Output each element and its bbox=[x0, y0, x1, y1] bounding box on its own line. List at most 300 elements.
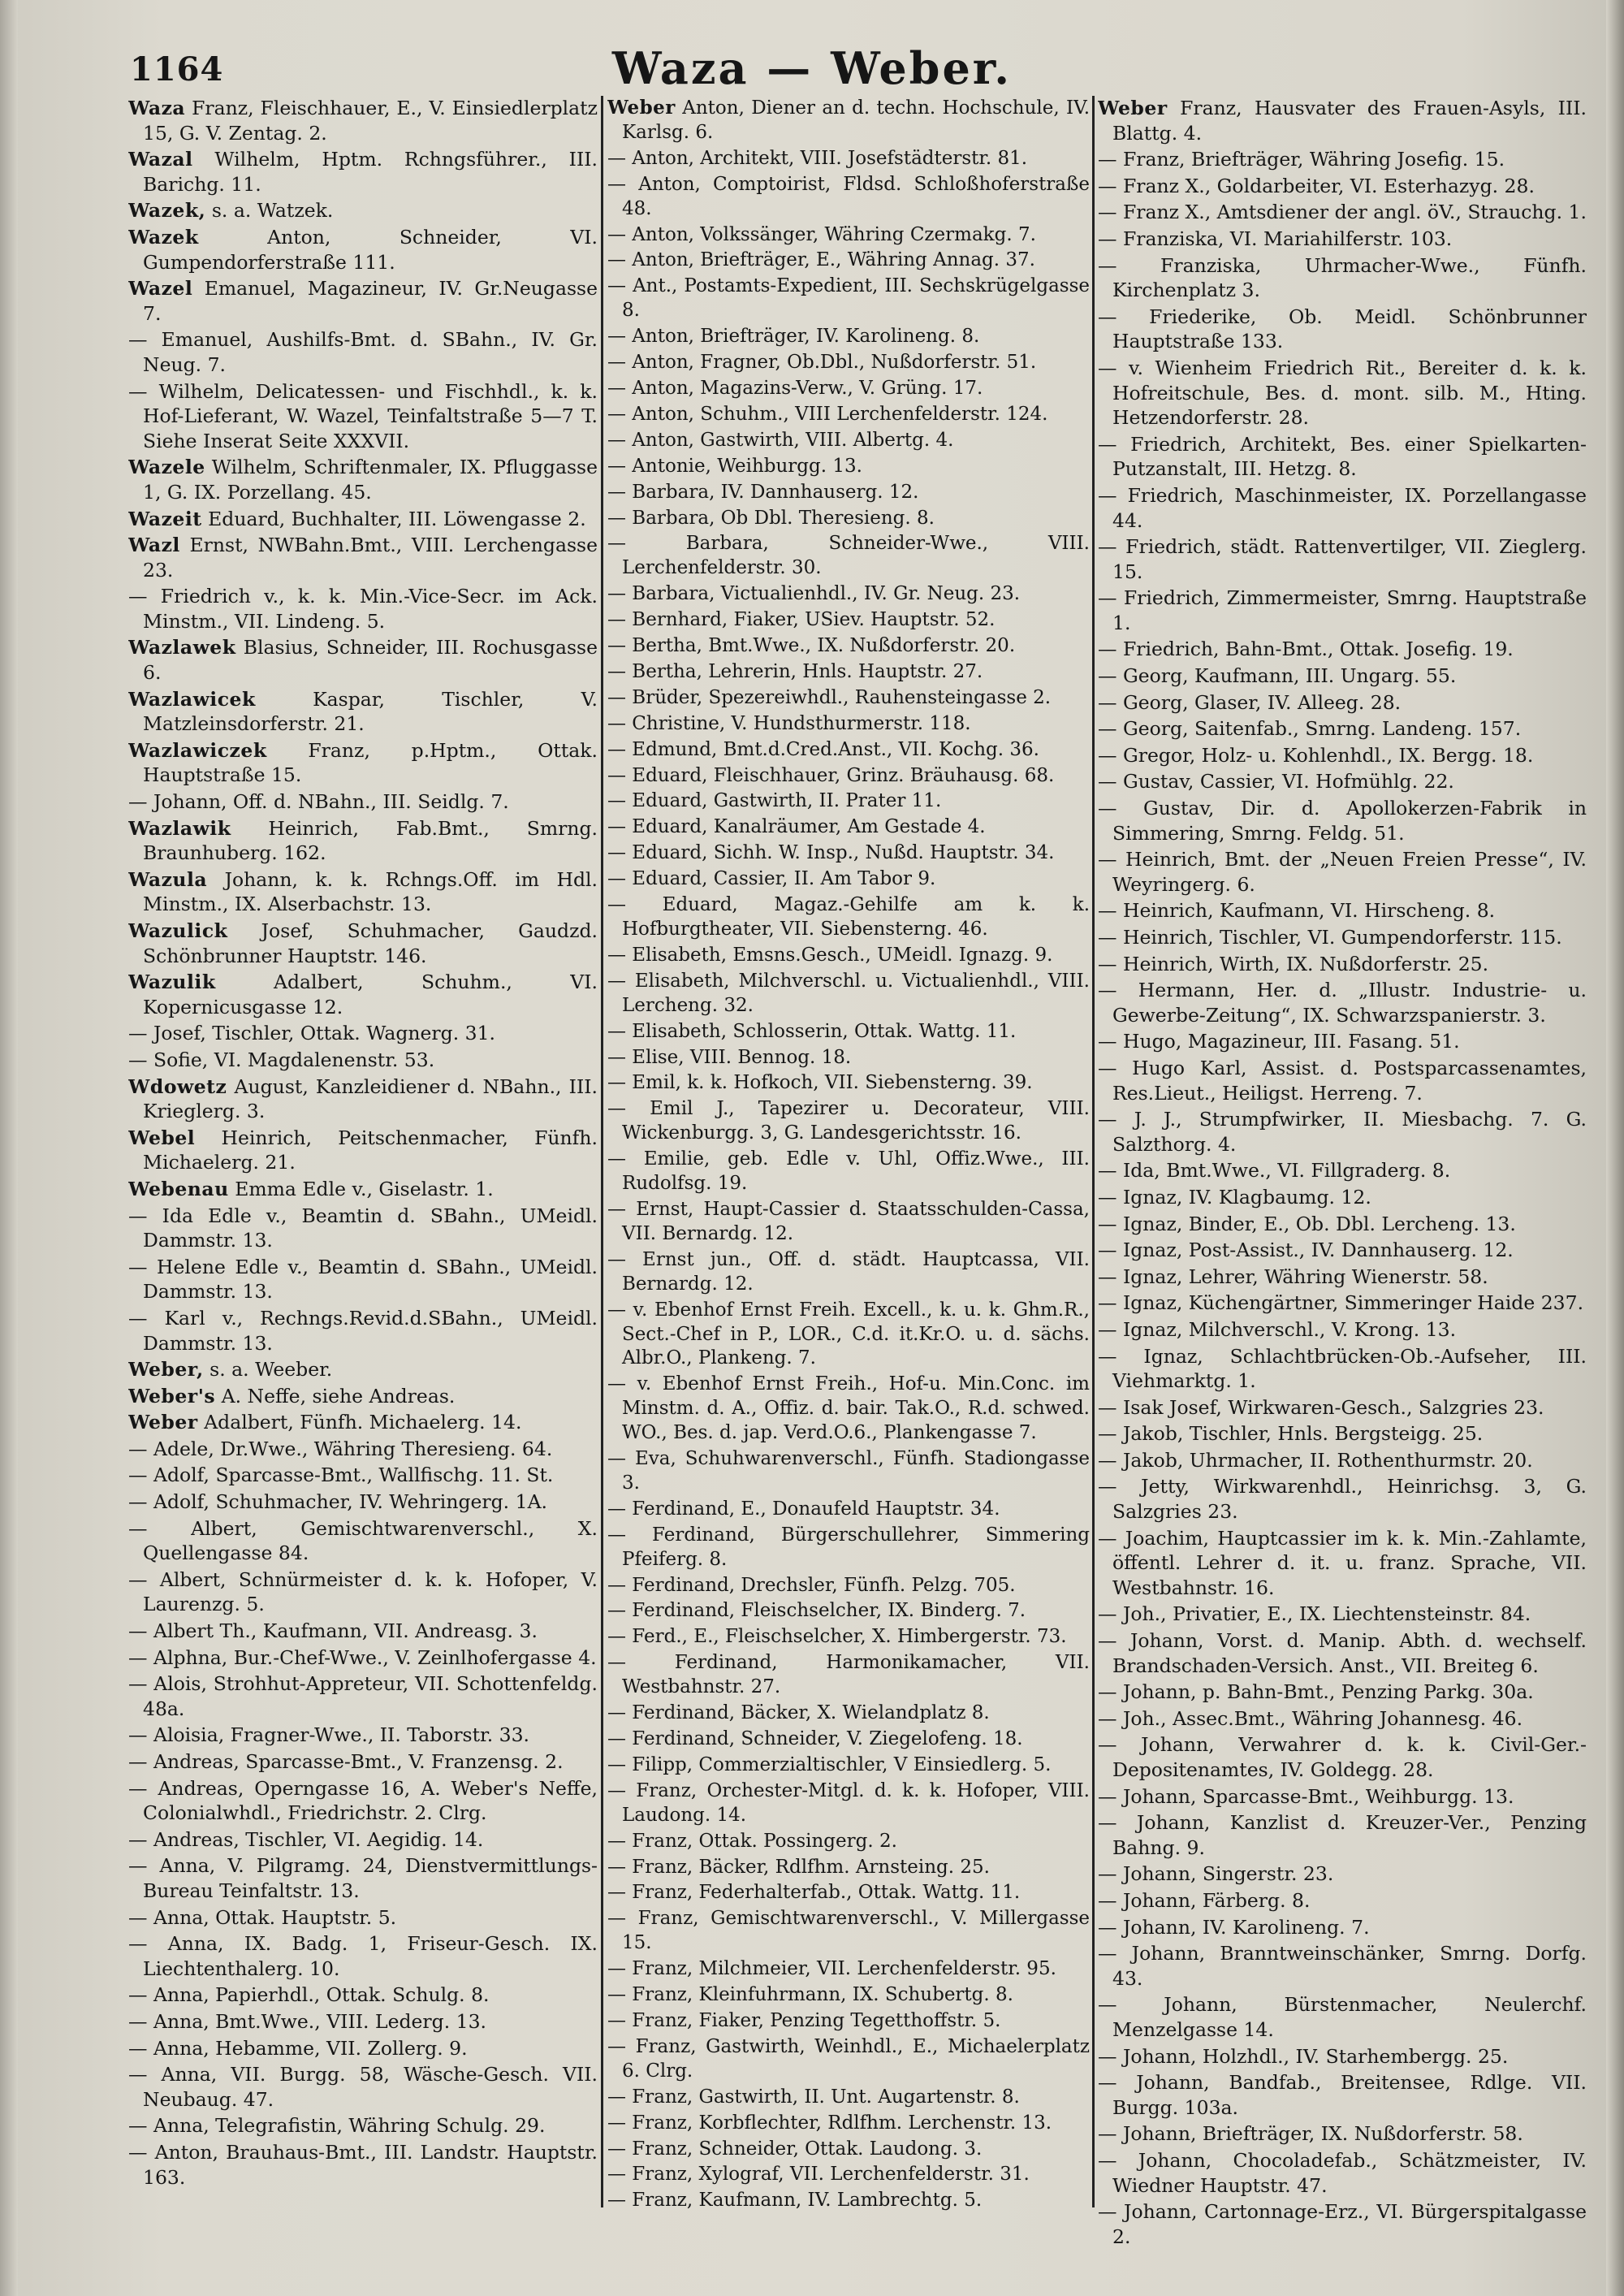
entry-text: — Elisabeth, Milchverschl. u. Victualienhdl., VIII. Lercheng. 32. bbox=[607, 970, 1090, 1016]
entry-text: — Franz, Kaufmann, IV. Lambrechtg. 5. bbox=[607, 2190, 983, 2212]
directory-entry bbox=[128, 2113, 598, 2138]
directory-entry bbox=[1098, 2044, 1587, 2069]
entry-text: — Andreas, Operngasse 16, A. Weber's Neffe, Colonialwhdl., Friedrichstr. 2. Clrg. bbox=[128, 1776, 598, 1825]
entry-text: — Franz, Bäcker, Rdlfhm. Arnsteing. 25. bbox=[607, 1856, 990, 1878]
directory-entry bbox=[1098, 1158, 1587, 1183]
directory-entry bbox=[1098, 664, 1587, 689]
entry-text: — Anton, Briefträger, IV. Karolineng. 8. bbox=[607, 326, 980, 348]
entry-text: — Jakob, Uhrmacher, II. Rothenthurmstr. 20. bbox=[1098, 1448, 1533, 1472]
entry-surname: Wazulik bbox=[128, 971, 216, 994]
entry-text: — Franz, Korbflechter, Rdlfhm. Lerchenstr. 13. bbox=[607, 2112, 1052, 2134]
entry-text: — Johann, Branntweinschänker, Smrng. Dorfg. 43. bbox=[1098, 1942, 1587, 1990]
directory-entry bbox=[607, 223, 1090, 248]
directory-entry bbox=[607, 351, 1090, 375]
directory-entry bbox=[128, 1255, 598, 1304]
directory-entry bbox=[607, 712, 1090, 737]
entry-text: — Johann, p. Bahn-Bmt., Penzing Parkg. 30a. bbox=[1098, 1680, 1534, 1704]
entry-text: — Adolf, Sparcasse-Bmt., Wallfischg. 11. St. bbox=[128, 1464, 554, 1487]
directory-entry bbox=[1098, 1395, 1587, 1420]
directory-entry bbox=[607, 815, 1090, 840]
entry-text: — Anton, Architekt, VIII. Josefstädterstr. 81. bbox=[607, 147, 1028, 169]
entry-text: — Gustav, Cassier, VI. Hofmühlg. 22. bbox=[1098, 770, 1454, 793]
entry-text: — v. Ebenhof Ernst Freih., Hof-u. Min.Conc. im Minstm. d. A., Offiz. d. bair. Tak.O., R.d. schwed. WO., Bes. d. jap. Verd.O.6., Plankengasse 7. bbox=[607, 1373, 1090, 1444]
entry-text: — Ferdinand, Bürgerschullehrer, Simmering Pfeiferg. 8. bbox=[607, 1524, 1090, 1570]
entry-text: — Franziska, Uhrmacher-Wwe., Fünfh. Kirchenplatz 3. bbox=[1098, 253, 1587, 302]
directory-entry bbox=[128, 1306, 598, 1356]
directory-entry bbox=[128, 96, 598, 145]
entry-text: — Ignaz, Küchengärtner, Simmeringer Haide 237. bbox=[1098, 1291, 1584, 1315]
entry-text: August, Kanzleidiener d. NBahn., III. Krieglerg. 3. bbox=[143, 1074, 598, 1123]
entry-text: — Johann, Sparcasse-Bmt., Weihburgg. 13. bbox=[1098, 1784, 1514, 1808]
entry-text: — Johann, Holzhdl., IV. Starhembergg. 25. bbox=[1098, 2044, 1509, 2068]
directory-entry bbox=[128, 1177, 598, 1202]
directory-entry bbox=[607, 1625, 1090, 1650]
entry-text: — Joachim, Hauptcassier im k. k. Min.-Zahlamte, öffentl. Lehrer d. it. u. franz. Sprache, VII. Westbahnstr. 16. bbox=[1098, 1526, 1587, 1599]
entry-text: — Johann, Vorst. d. Manip. Abth. d. wechself. Brandschaden-Versich. Anst., VII. Breiteg 6. bbox=[1098, 1629, 1587, 1677]
entry-text: — Anna, Telegrafistin, Währing Schulg. 29. bbox=[128, 2114, 546, 2138]
directory-entry bbox=[607, 789, 1090, 814]
directory-entry bbox=[607, 532, 1090, 581]
entry-text: — Anton, Fragner, Ob.Dbl., Nußdorferstr. 51. bbox=[607, 352, 1037, 374]
directory-entry bbox=[607, 841, 1090, 866]
directory-entry bbox=[1098, 1941, 1587, 1991]
directory-entry bbox=[128, 1671, 598, 1721]
entry-text: — Andreas, Sparcasse-Bmt., V. Franzensg. 2. bbox=[128, 1750, 564, 1773]
entry-text: — Antonie, Weihburgg. 13. bbox=[607, 455, 862, 477]
entry-surname: Wazele bbox=[128, 456, 205, 479]
entry-surname: Wazlawik bbox=[128, 816, 231, 840]
column-rule bbox=[1092, 96, 1095, 2207]
directory-entry bbox=[1098, 1784, 1587, 1810]
directory-entry bbox=[1098, 1421, 1587, 1446]
directory-entry bbox=[607, 764, 1090, 789]
entry-text: — Elise, VIII. Bennog. 18. bbox=[607, 1046, 852, 1068]
entry-text: — Barbara, Schneider-Wwe., VIII. Lerchenfelderstr. 30. bbox=[607, 533, 1090, 579]
entry-text: — Ernst jun., Off. d. städt. Hauptcassa, VII. Bernardg. 12. bbox=[607, 1248, 1090, 1295]
entry-text: — Adele, Dr.Wwe., Währing Theresieng. 64. bbox=[128, 1437, 553, 1460]
directory-entry bbox=[1098, 1680, 1587, 1705]
directory-entry bbox=[607, 1299, 1090, 1372]
entry-text: — Isak Josef, Wirkwaren-Gesch., Salzgries 23. bbox=[1098, 1395, 1544, 1419]
entry-surname: Wazula bbox=[128, 867, 208, 891]
entry-text: — Ignaz, IV. Klagbaumg. 12. bbox=[1098, 1185, 1371, 1209]
entry-text: — Eduard, Sichh. W. Insp., Nußd. Hauptstr. 34. bbox=[607, 842, 1055, 864]
directory-entry bbox=[128, 1126, 598, 1175]
entry-text: — Aloisia, Fragner-Wwe., II. Taborstr. 33. bbox=[128, 1723, 530, 1747]
entry-text: — Ferdinand, Harmonikamacher, VII. Westbahnstr. 27. bbox=[607, 1652, 1090, 1698]
entry-text: — Elisabeth, Schlosserin, Ottak. Wattg. 11. bbox=[607, 1020, 1017, 1042]
directory-entry bbox=[607, 455, 1090, 479]
directory-entry bbox=[128, 1776, 598, 1826]
entry-text: — Heinrich, Kaufmann, VI. Hirscheng. 8. bbox=[1098, 899, 1496, 923]
directory-entry bbox=[1098, 483, 1587, 533]
entry-text: — Christine, V. Hundsthurmerstr. 118. bbox=[607, 712, 971, 734]
entry-text: — Hermann, Her. d. „Illustr. Industrie- u. Gewerbe-Zeitung“, IX. Schwarzspanierstr. 3. bbox=[1098, 979, 1587, 1027]
directory-entry bbox=[607, 377, 1090, 401]
entry-text: — Ferd., E., Fleischselcher, X. Himbergerstr. 73. bbox=[607, 1626, 1067, 1648]
directory-entry bbox=[607, 1727, 1090, 1752]
directory-entry bbox=[128, 1827, 598, 1853]
directory-entry bbox=[607, 173, 1090, 222]
directory-entry bbox=[1098, 1265, 1587, 1290]
directory-entry bbox=[128, 1437, 598, 1462]
directory-entry bbox=[607, 1071, 1090, 1096]
entry-text: — Jetty, Wirkwarenhdl., Heinrichsg. 3, G. Salzgries 23. bbox=[1098, 1475, 1587, 1524]
entry-text: — Eva, Schuhwarenverschl., Fünfh. Stadiongasse 3. bbox=[607, 1448, 1090, 1494]
directory-entry bbox=[607, 1881, 1090, 1905]
directory-entry bbox=[128, 635, 598, 685]
directory-entry bbox=[128, 1463, 598, 1488]
entry-surname: Wazal bbox=[128, 148, 193, 171]
entry-text: — Franz, Briefträger, Währing Josefig. 15. bbox=[1098, 148, 1505, 171]
directory-entry bbox=[607, 686, 1090, 711]
entry-text: — Johann, Briefträger, IX. Nußdorferstr. 58. bbox=[1098, 2122, 1523, 2146]
entry-text: — Ignaz, Schlachtbrücken-Ob.-Aufseher, III. Viehmarktg. 1. bbox=[1098, 1344, 1587, 1393]
directory-entry bbox=[128, 1853, 598, 1903]
entry-text: — Friedrich, städt. Rattenvertilger, VII. Zieglerg. 15. bbox=[1098, 535, 1587, 583]
entry-text: — Georg, Glaser, IV. Alleeg. 28. bbox=[1098, 690, 1402, 714]
directory-entry bbox=[128, 327, 598, 377]
entry-text: — Joh., Assec.Bmt., Währing Johannesg. 46. bbox=[1098, 1706, 1523, 1730]
directory-entry bbox=[607, 429, 1090, 453]
entry-text: — Franz, Xylograf, VII. Lerchenfelderstr. 31. bbox=[607, 2164, 1030, 2186]
entry-text: — Albert, Gemischtwarenverschl., X. Quellengasse 84. bbox=[128, 1516, 598, 1565]
directory-entry bbox=[1098, 1317, 1587, 1343]
entry-text: Wilhelm, Hptm. Rchngsführer., III. Barichg. 11. bbox=[143, 148, 598, 196]
entry-text: Eduard, Buchhalter, III. Löwengasse 2. bbox=[208, 507, 586, 530]
entry-text: — Emil, k. k. Hofkoch, VII. Siebensterng. 39. bbox=[607, 1072, 1033, 1094]
entry-text: — Georg, Saitenfab., Smrng. Landeng. 157. bbox=[1098, 717, 1522, 741]
entry-text: — Eduard, Kanalräumer, Am Gestade 4. bbox=[607, 816, 986, 838]
entry-text: — Anton, Comptoirist, Fldsd. Schloßhoferstraße 48. bbox=[607, 173, 1090, 219]
directory-entry bbox=[607, 1753, 1090, 1778]
directory-entry bbox=[128, 1905, 598, 1931]
directory-entry bbox=[1098, 1602, 1587, 1627]
entry-text: Emma Edle v., Giselastr. 1. bbox=[235, 1177, 494, 1200]
entry-text: — Johann, Kanzlist d. Kreuzer-Ver., Penzing Bahng. 9. bbox=[1098, 1811, 1587, 1859]
directory-entry bbox=[128, 1048, 598, 1073]
directory-entry bbox=[128, 1490, 598, 1515]
entry-text: — Ignaz, Post-Assist., IV. Dannhauserg. 12. bbox=[1098, 1239, 1514, 1262]
directory-entry bbox=[128, 2140, 598, 2190]
entry-text: — J. J., Strumpfwirker, II. Miesbachg. 7. G. Salzthorg. 4. bbox=[1098, 1108, 1587, 1156]
entry-text: — Franz, Milchmeier, VII. Lerchenfelderstr. 95. bbox=[607, 1958, 1056, 1980]
entry-text: — Barbara, IV. Dannhauserg. 12. bbox=[607, 481, 919, 503]
entry-text: s. a. Watzek. bbox=[211, 199, 334, 223]
directory-entry bbox=[607, 634, 1090, 659]
entry-text: — Anna, Papierhdl., Ottak. Schulg. 8. bbox=[128, 1983, 490, 2007]
entry-text: — Franz, Gastwirth, Weinhdl., E., Michaelerplatz 6. Clrg. bbox=[607, 2035, 1090, 2082]
entry-text: — Anna, Bmt.Wwe., VIII. Lederg. 13. bbox=[128, 2009, 487, 2033]
directory-entry bbox=[1098, 637, 1587, 662]
directory-entry bbox=[1098, 796, 1587, 845]
entry-text: Wilhelm, Schriftenmaler, IX. Pfluggasse 1, G. IX. Porzellang. 45. bbox=[143, 456, 598, 504]
directory-entry bbox=[1098, 2070, 1587, 2120]
directory-entry bbox=[1098, 174, 1587, 199]
entry-text: — Alphna, Bur.-Chef-Wwe., V. Zeinlhofergasse 4. bbox=[128, 1645, 597, 1669]
directory-entry bbox=[128, 738, 598, 788]
page-number: 1164 bbox=[130, 50, 224, 89]
entry-text: — Franz, Kleinfuhrmann, IX. Schubertg. 8. bbox=[607, 1984, 1013, 2006]
entry-text: — Franz, Ottak. Possingerg. 2. bbox=[607, 1830, 897, 1852]
directory-entry bbox=[1098, 1810, 1587, 1860]
directory-entry bbox=[1098, 1212, 1587, 1237]
entry-surname: Wazulick bbox=[128, 919, 228, 942]
entry-text: — Ignaz, Lehrer, Währing Wienerstr. 58. bbox=[1098, 1265, 1488, 1288]
entry-surname: Wazlawek bbox=[128, 636, 236, 659]
entry-text: — Friedrich, Architekt, Bes. einer Spielkarten-Putzanstalt, III. Hetzg. 8. bbox=[1098, 432, 1587, 481]
entry-text: — Johann, Off. d. NBahn., III. Seidlg. 7. bbox=[128, 790, 509, 814]
entry-text: Emanuel, Magazineur, IV. Gr.Neugasse 7. bbox=[143, 277, 598, 325]
directory-entry bbox=[1098, 2148, 1587, 2198]
directory-entry bbox=[607, 275, 1090, 323]
entry-text: — v. Wienheim Friedrich Rit., Bereiter d. k. k. Hofreitschule, Bes. d. mont. silb. M., Hting. Hetzendorferstr. 28. bbox=[1098, 356, 1587, 430]
directory-entry bbox=[128, 147, 598, 197]
entry-text: — Helene Edle v., Beamtin d. SBahn., UMeidl. Dammstr. 13. bbox=[128, 1255, 598, 1304]
entry-text: — Anton, Volkssänger, Währing Czermakg. 7. bbox=[607, 223, 1036, 245]
directory-entry bbox=[607, 1856, 1090, 1880]
entry-text: — Anton, Brauhaus-Bmt., III. Landstr. Hauptstr. 163. bbox=[128, 2140, 598, 2189]
directory-entry bbox=[1098, 690, 1587, 716]
entry-text: — Anton, Magazins-Verw., V. Grüng. 17. bbox=[607, 377, 983, 399]
running-head: Waza — Weber. bbox=[611, 42, 1013, 94]
directory-entry bbox=[607, 2112, 1090, 2136]
directory-entry bbox=[607, 2138, 1090, 2162]
entry-text: — Ferdinand, Bäcker, X. Wielandplatz 8. bbox=[607, 1702, 990, 1724]
directory-entry bbox=[1098, 356, 1587, 430]
entry-text: — Johann, IV. Karolineng. 7. bbox=[1098, 1915, 1370, 1939]
directory-entry bbox=[128, 1204, 598, 1253]
entry-text: — Franz, Fiaker, Penzing Tegetthoffstr. 5. bbox=[607, 2009, 1001, 2031]
directory-entry bbox=[128, 1983, 598, 2008]
column-2 bbox=[607, 96, 1090, 2272]
entry-text: — Anna, Ottak. Hauptstr. 5. bbox=[128, 1905, 397, 1929]
entry-text: — Anton, Gastwirth, VIII. Albertg. 4. bbox=[607, 429, 954, 451]
directory-entry bbox=[128, 379, 598, 454]
directory-entry bbox=[1098, 586, 1587, 635]
entry-text: — Friederike, Ob. Meidl. Schönbrunner Hauptstraße 133. bbox=[1098, 305, 1587, 353]
entry-text: Anton, Diener an d. techn. Hochschule, IV. Karlsg. 6. bbox=[622, 97, 1090, 143]
entry-text: Blasius, Schneider, III. Rochusgasse 6. bbox=[143, 636, 598, 685]
directory-entry bbox=[607, 96, 1090, 145]
entry-text: — Gustav, Dir. d. Apollokerzen-Fabrik in Simmering, Smrng. Feldg. 51. bbox=[1098, 797, 1587, 845]
entry-text: Adalbert, Schuhm., VI. Kopernicusgasse 12. bbox=[143, 971, 598, 1018]
directory-entry bbox=[607, 1248, 1090, 1297]
entry-text: Kaspar, Tischler, V. Matzleinsdorferstr. 21. bbox=[143, 687, 598, 736]
entry-text: — Edmund, Bmt.d.Cred.Anst., VII. Kochg. 36. bbox=[607, 738, 1039, 760]
entry-text: Franz, p.Hptm., Ottak. Hauptstraße 15. bbox=[143, 738, 598, 787]
directory-entry bbox=[607, 1779, 1090, 1828]
entry-surname: Weber, bbox=[128, 1358, 204, 1381]
entry-text: — Anton, Briefträger, E., Währing Annag. 37. bbox=[607, 249, 1035, 271]
entry-text: — Anton, Schuhm., VIII Lerchenfelderstr. 124. bbox=[607, 403, 1048, 425]
directory-entry bbox=[1098, 432, 1587, 482]
directory-entry bbox=[128, 970, 598, 1019]
directory-entry bbox=[607, 1830, 1090, 1854]
entry-surname: Wazlawicek bbox=[128, 687, 256, 711]
entry-text: — Barbara, Victualienhdl., IV. Gr. Neug. 23. bbox=[607, 583, 1021, 605]
entry-text: — Bernhard, Fiaker, USiev. Hauptstr. 52. bbox=[607, 609, 996, 631]
entry-surname: Wazek, bbox=[128, 199, 206, 223]
entry-text: — Eduard, Cassier, II. Am Tabor 9. bbox=[607, 868, 936, 890]
directory-entry bbox=[1098, 1056, 1587, 1105]
entry-text: — Friedrich, Zimmermeister, Smrng. Hauptstraße 1. bbox=[1098, 586, 1587, 634]
entry-text: — Franz X., Goldarbeiter, VI. Esterhazyg. 28. bbox=[1098, 174, 1535, 197]
entry-surname: Waza bbox=[128, 97, 186, 119]
entry-text: — Emil J., Tapezirer u. Decorateur, VIII. Wickenburgg. 3, G. Landesgerichtsstr. 16. bbox=[607, 1098, 1090, 1144]
entry-text: A. Neffe, siehe Andreas. bbox=[221, 1384, 456, 1407]
entry-text: Franz, Hausvater des Frauen-Asyls, III. Blattg. 4. bbox=[1112, 97, 1587, 145]
entry-text: — Albert Th., Kaufmann, VII. Andreasg. 3. bbox=[128, 1619, 538, 1643]
directory-entry bbox=[607, 1524, 1090, 1572]
directory-entry bbox=[607, 582, 1090, 607]
entry-text: — Heinrich, Bmt. der „Neuen Freien Presse“, IV. Weyringerg. 6. bbox=[1098, 848, 1587, 896]
entry-text: Adalbert, Fünfh. Michaelerg. 14. bbox=[204, 1411, 522, 1434]
directory-entry bbox=[1098, 925, 1587, 950]
entry-surname: Weber's bbox=[128, 1384, 216, 1407]
directory-entry bbox=[128, 1516, 598, 1566]
entry-text: — Sofie, VI. Magdalenenstr. 53. bbox=[128, 1048, 435, 1071]
directory-entry bbox=[607, 1148, 1090, 1196]
directory-entry bbox=[607, 249, 1090, 273]
directory-entry bbox=[128, 455, 598, 504]
entry-text: — Franz X., Amtsdiener der angl. öV., Strauchg. 1. bbox=[1098, 201, 1587, 224]
entry-text: — Anna, Hebamme, VII. Zollerg. 9. bbox=[128, 2036, 468, 2060]
directory-entry bbox=[607, 1651, 1090, 1700]
directory-entry bbox=[1098, 1474, 1587, 1524]
entry-text: — Gregor, Holz- u. Kohlenhdl., IX. Bergg. 18. bbox=[1098, 743, 1534, 767]
entry-text: — Ferdinand, Fleischselcher, IX. Binderg. 7. bbox=[607, 1600, 1026, 1622]
entry-text: — Anna, VII. Burgg. 58, Wäsche-Gesch. VII. Neubaug. 47. bbox=[128, 2063, 598, 2111]
entry-text: — Ignaz, Binder, E., Ob. Dbl. Lercheng. 13. bbox=[1098, 1212, 1516, 1235]
directory-entry bbox=[128, 507, 598, 532]
directory-entry bbox=[1098, 1915, 1587, 1940]
directory-entry bbox=[128, 687, 598, 737]
entry-text: — Friedrich, Maschinmeister, IX. Porzellangasse 44. bbox=[1098, 483, 1587, 532]
entry-surname: Webenau bbox=[128, 1177, 229, 1200]
entry-text: — Ida, Bmt.Wwe., VI. Fillgraderg. 8. bbox=[1098, 1159, 1451, 1183]
entry-text: — Friedrich v., k. k. Min.-Vice-Secr. im Ack. Minstm., VII. Lindeng. 5. bbox=[128, 585, 598, 633]
entry-text: — Alois, Strohhut-Appreteur, VII. Schottenfeldg. 48a. bbox=[128, 1672, 598, 1720]
entry-surname: Wazeit bbox=[128, 507, 202, 530]
entry-text: — Franziska, VI. Mariahilferstr. 103. bbox=[1098, 227, 1453, 250]
directory-entry bbox=[128, 198, 598, 223]
entry-text: — Johann, Singerstr. 23. bbox=[1098, 1862, 1334, 1886]
entry-text: — Ernst, Haupt-Cassier d. Staatsschulden-Cassa, VII. Bernardg. 12. bbox=[607, 1198, 1090, 1244]
entry-text: — Karl v., Rechngs.Revid.d.SBahn., UMeidl. Dammstr. 13. bbox=[128, 1306, 598, 1355]
directory-entry bbox=[128, 276, 598, 326]
directory-entry bbox=[1098, 1526, 1587, 1601]
entry-text: — Joh., Privatier, E., IX. Liechtensteinstr. 84. bbox=[1098, 1602, 1531, 1626]
entry-text: — Anna, V. Pilgramg. 24, Dienstvermittlungs-Bureau Teinfaltstr. 13. bbox=[128, 1854, 598, 1902]
directory-entry bbox=[128, 1021, 598, 1046]
entry-text: — Ignaz, Milchverschl., V. Krong. 13. bbox=[1098, 1317, 1457, 1341]
entry-text: — Hugo, Magazineur, III. Fasang. 51. bbox=[1098, 1030, 1460, 1053]
directory-entry bbox=[128, 1357, 598, 1382]
directory-entry bbox=[128, 1723, 598, 1748]
directory-entry bbox=[607, 1498, 1090, 1522]
entry-surname: Wazek bbox=[128, 225, 199, 249]
directory-entry bbox=[1098, 1029, 1587, 1054]
directory-entry bbox=[128, 2036, 598, 2061]
column-1 bbox=[128, 96, 598, 2272]
directory-entry bbox=[607, 1701, 1090, 1726]
directory-entry bbox=[1098, 743, 1587, 768]
directory-entry bbox=[1098, 978, 1587, 1027]
entry-text: — Eduard, Magaz.-Gehilfe am k. k. Hofburgtheater, VII. Siebensterng. 46. bbox=[607, 894, 1090, 940]
entry-text: — Wilhelm, Delicatessen- und Fischhdl., k. k. Hof-Lieferant, W. Wazel, Teinfaltstraße 5—7 T. Siehe Inserat Seite XXXVII. bbox=[128, 379, 598, 452]
directory-entry bbox=[1098, 1291, 1587, 1316]
entry-text: — Brüder, Spezereiwhdl., Rauhensteingasse 2. bbox=[607, 686, 1052, 708]
entry-surname: Webel bbox=[128, 1126, 196, 1149]
entry-text: — Bertha, Bmt.Wwe., IX. Nußdorferstr. 20. bbox=[607, 635, 1016, 657]
entry-text: — Johann, Cartonnage-Erz., VI. Bürgerspitalgasse 2. bbox=[1098, 2200, 1587, 2248]
directory-entry bbox=[1098, 847, 1587, 897]
directory-entry bbox=[607, 608, 1090, 633]
entry-text: Johann, k. k. Rchngs.Off. im Hdl. Minstm., IX. Alserbachstr. 13. bbox=[143, 867, 598, 916]
directory-entry bbox=[128, 1619, 598, 1644]
entry-text: — Eduard, Fleischhauer, Grinz. Bräuhausg. 68. bbox=[607, 764, 1055, 786]
entry-text: s. a. Weeber. bbox=[209, 1358, 333, 1381]
directory-entry bbox=[607, 893, 1090, 942]
directory-entry bbox=[128, 225, 598, 275]
directory-entry bbox=[1098, 1238, 1587, 1263]
directory-entry bbox=[607, 403, 1090, 427]
directory-entry bbox=[1098, 1185, 1587, 1210]
directory-entry bbox=[128, 1074, 598, 1124]
directory-entry bbox=[1098, 1448, 1587, 1473]
directory-entry bbox=[1098, 253, 1587, 303]
entry-text: Heinrich, Peitschenmacher, Fünfh. Michaelerg. 21. bbox=[143, 1126, 598, 1174]
directory-entry bbox=[128, 1567, 598, 1617]
entry-text: — Ant., Postamts-Expedient, III. Sechskrügelgasse 8. bbox=[607, 275, 1090, 322]
directory-entry bbox=[1098, 1344, 1587, 1394]
directory-entry bbox=[128, 1645, 598, 1671]
directory-entry bbox=[607, 507, 1090, 531]
scan-right-edge bbox=[1606, 0, 1624, 2296]
directory-entry bbox=[607, 1046, 1090, 1070]
entry-surname: Wazl bbox=[128, 534, 180, 557]
directory-entry bbox=[1098, 1888, 1587, 1913]
entry-text: — Ida Edle v., Beamtin d. SBahn., UMeidl. Dammstr. 13. bbox=[128, 1204, 598, 1252]
directory-entry bbox=[1098, 147, 1587, 172]
entry-text: — Ferdinand, E., Donaufeld Hauptstr. 34. bbox=[607, 1498, 1000, 1520]
entry-text: — Franz, Gastwirth, II. Unt. Augartenstr. 8. bbox=[607, 2086, 1020, 2108]
directory-entry bbox=[607, 1198, 1090, 1247]
entry-surname: Weber bbox=[607, 97, 676, 119]
entry-text: — Johann, Bürstenmacher, Neulerchf. Menzelgasse 14. bbox=[1098, 1993, 1587, 2041]
directory-entry bbox=[1098, 200, 1587, 225]
entry-text: — Josef, Tischler, Ottak. Wagnerg. 31. bbox=[128, 1022, 496, 1045]
directory-entry bbox=[128, 1931, 598, 1981]
directory-entry bbox=[607, 1020, 1090, 1044]
directory-entry bbox=[607, 2035, 1090, 2084]
directory-entry bbox=[128, 867, 598, 917]
directory-entry bbox=[1098, 1992, 1587, 2042]
entry-text: — Franz, Orchester-Mitgl. d. k. k. Hofoper, VIII. Laudong. 14. bbox=[607, 1779, 1090, 1826]
entry-text: — Albert, Schnürmeister d. k. k. Hofoper, V. Laurenzg. 5. bbox=[128, 1567, 598, 1616]
directory-entry bbox=[128, 919, 598, 968]
directory-entry bbox=[128, 816, 598, 866]
directory-entry bbox=[1098, 1107, 1587, 1157]
directory-entry bbox=[1098, 1861, 1587, 1887]
directory-entry bbox=[128, 1749, 598, 1775]
directory-entry bbox=[607, 1574, 1090, 1598]
entry-text: — Franz, Schneider, Ottak. Laudong. 3. bbox=[607, 2138, 983, 2160]
directory-entry bbox=[128, 584, 598, 633]
directory-entry bbox=[1098, 952, 1587, 977]
directory-entry bbox=[128, 1384, 598, 1409]
